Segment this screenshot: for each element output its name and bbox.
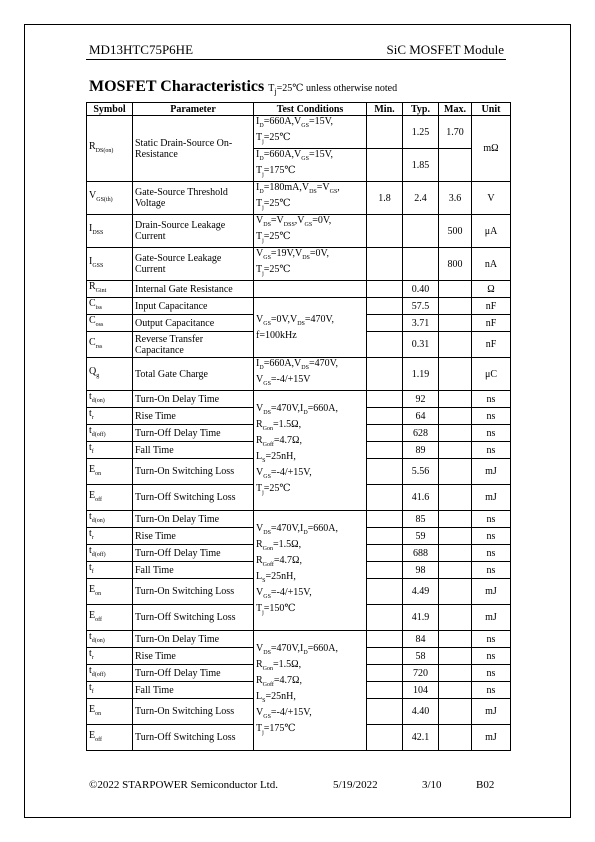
- footer-revision: B02: [476, 779, 495, 791]
- typ-cell: 98: [403, 562, 439, 579]
- min-cell: [367, 631, 403, 648]
- min-cell: [367, 682, 403, 699]
- section-title-condition: $T_j=25℃$ unless otherwise noted: [268, 83, 398, 96]
- max-cell: [439, 149, 472, 182]
- section-title-main: MOSFET Characteristics: [89, 78, 265, 95]
- symbol-cell: $I_{GSS}$: [87, 248, 133, 281]
- max-cell: [439, 485, 472, 511]
- unit-cell: ns: [472, 682, 511, 699]
- symbol-cell: $C_{iss}$: [87, 298, 133, 315]
- min-cell: [367, 442, 403, 459]
- unit-cell: mJ: [472, 725, 511, 751]
- max-cell: [439, 545, 472, 562]
- footer-copyright: ©2022 STARPOWER Semiconductor Ltd.: [89, 779, 278, 791]
- parameter-cell: Rise Time: [133, 528, 254, 545]
- table-row: [87, 248, 511, 281]
- table-body: [87, 116, 511, 751]
- parameter-cell: Turn-On Delay Time: [133, 391, 254, 408]
- test-conditions-cell: $I_D=660A,V_{GS}=15V$, $T_j=175℃$: [254, 149, 367, 182]
- unit-cell: ns: [472, 425, 511, 442]
- header-rule: [86, 59, 506, 60]
- table-row: [87, 391, 511, 408]
- footer-date: 5/19/2022: [333, 779, 378, 791]
- unit-cell: V: [472, 182, 511, 215]
- parameter-cell: Turn-On Delay Time: [133, 631, 254, 648]
- table-row: [87, 116, 511, 149]
- unit-cell: nF: [472, 332, 511, 358]
- symbol-cell: $R_{DS(on)}$: [87, 116, 133, 182]
- min-cell: [367, 298, 403, 315]
- parameter-cell: Reverse Transfer Capacitance: [133, 332, 254, 358]
- unit-cell: ns: [472, 665, 511, 682]
- parameter-cell: Fall Time: [133, 442, 254, 459]
- parameter-cell: Turn-Off Switching Loss: [133, 725, 254, 751]
- typ-cell: 57.5: [403, 298, 439, 315]
- min-cell: [367, 459, 403, 485]
- typ-cell: 688: [403, 545, 439, 562]
- test-conditions-cell: $V_{DS}=470V,I_D=660A$, $R_{Gon}=1.5\Omega$, $R_{Goff}=4.7\Omega$, $L_S=25nH$, $V_{GS}=-4/+15V$, $T_j=25℃$: [254, 391, 367, 511]
- min-cell: [367, 116, 403, 149]
- symbol-cell: $t_f$: [87, 562, 133, 579]
- typ-cell: 42.1: [403, 725, 439, 751]
- max-cell: [439, 408, 472, 425]
- typ-cell: 85: [403, 511, 439, 528]
- min-cell: [367, 215, 403, 248]
- typ-cell: 2.4: [403, 182, 439, 215]
- typ-cell: 628: [403, 425, 439, 442]
- symbol-cell: $E_{off}$: [87, 605, 133, 631]
- max-cell: [439, 425, 472, 442]
- min-cell: [367, 579, 403, 605]
- typ-cell: 104: [403, 682, 439, 699]
- col-header-test-conditions: Test Conditions: [254, 103, 367, 116]
- symbol-cell: $t_{d(on)}$: [87, 511, 133, 528]
- symbol-cell: $C_{oss}$: [87, 315, 133, 332]
- symbol-cell: $t_r$: [87, 408, 133, 425]
- symbol-cell: $E_{on}$: [87, 699, 133, 725]
- table-row: [87, 182, 511, 215]
- test-conditions-cell: $V_{DS}=470V,I_D=660A$, $R_{Gon}=1.5\Omega$, $R_{Goff}=4.7\Omega$, $L_S=25nH$, $V_{GS}=-4/+15V$, $T_j=150℃$: [254, 511, 367, 631]
- unit-cell: mJ: [472, 699, 511, 725]
- min-cell: [367, 648, 403, 665]
- min-cell: 1.8: [367, 182, 403, 215]
- unit-cell: ns: [472, 528, 511, 545]
- table-header-row: [87, 103, 511, 116]
- min-cell: [367, 545, 403, 562]
- parameter-cell: Internal Gate Resistance: [133, 281, 254, 298]
- parameter-cell: Turn-On Switching Loss: [133, 579, 254, 605]
- test-conditions-cell: $I_D=660A,V_{GS}=15V$, $T_j=25℃$: [254, 116, 367, 149]
- min-cell: [367, 725, 403, 751]
- typ-cell: 720: [403, 665, 439, 682]
- max-cell: [439, 699, 472, 725]
- symbol-cell: $R_{Gint}$: [87, 281, 133, 298]
- parameter-cell: Fall Time: [133, 562, 254, 579]
- max-cell: [439, 459, 472, 485]
- max-cell: [439, 332, 472, 358]
- parameter-cell: Turn-Off Switching Loss: [133, 485, 254, 511]
- parameter-cell: Rise Time: [133, 408, 254, 425]
- min-cell: [367, 332, 403, 358]
- col-header-parameter: Parameter: [133, 103, 254, 116]
- typ-cell: 5.56: [403, 459, 439, 485]
- min-cell: [367, 665, 403, 682]
- test-conditions-cell: $V_{GS}=0V,V_{DS}=470V$, f=100kHz: [254, 298, 367, 358]
- symbol-cell: $t_f$: [87, 442, 133, 459]
- test-conditions-cell: $I_D=660A,V_{DS}=470V$, $V_{GS}=-4/+15V$: [254, 358, 367, 391]
- header-product-type: SiC MOSFET Module: [386, 42, 504, 57]
- parameter-cell: Turn-On Delay Time: [133, 511, 254, 528]
- min-cell: [367, 485, 403, 511]
- table-row: [87, 358, 511, 391]
- unit-cell: ns: [472, 648, 511, 665]
- unit-cell: ns: [472, 408, 511, 425]
- min-cell: [367, 315, 403, 332]
- parameter-cell: Input Capacitance: [133, 298, 254, 315]
- header-part-number: MD13HTC75P6HE: [89, 42, 194, 57]
- max-cell: [439, 281, 472, 298]
- typ-cell: [403, 248, 439, 281]
- parameter-cell: Turn-On Switching Loss: [133, 459, 254, 485]
- unit-cell: nF: [472, 298, 511, 315]
- test-conditions-cell: $V_{GS}=19V,V_{DS}=0V$, $T_j=25℃$: [254, 248, 367, 281]
- symbol-cell: $t_{d(off)}$: [87, 665, 133, 682]
- symbol-cell: $t_r$: [87, 528, 133, 545]
- min-cell: [367, 358, 403, 391]
- symbol-cell: $t_{d(on)}$: [87, 631, 133, 648]
- typ-cell: 0.40: [403, 281, 439, 298]
- col-header-symbol: Symbol: [87, 103, 133, 116]
- unit-cell: μC: [472, 358, 511, 391]
- parameter-cell: Static Drain-Source On-Resistance: [133, 116, 254, 182]
- parameter-cell: Turn-On Switching Loss: [133, 699, 254, 725]
- max-cell: 3.6: [439, 182, 472, 215]
- parameter-cell: Gate-Source Threshold Voltage: [133, 182, 254, 215]
- test-conditions-cell: $V_{DS}=V_{DSS},V_{GS}=0V$, $T_j=25℃$: [254, 215, 367, 248]
- symbol-cell: $t_{d(on)}$: [87, 391, 133, 408]
- unit-cell: ns: [472, 562, 511, 579]
- typ-cell: 3.71: [403, 315, 439, 332]
- typ-cell: 1.85: [403, 149, 439, 182]
- min-cell: [367, 562, 403, 579]
- unit-cell: nF: [472, 315, 511, 332]
- symbol-cell: $C_{rss}$: [87, 332, 133, 358]
- max-cell: [439, 528, 472, 545]
- max-cell: [439, 605, 472, 631]
- symbol-cell: $Q_g$: [87, 358, 133, 391]
- min-cell: [367, 425, 403, 442]
- symbol-cell: $V_{GS(th)}$: [87, 182, 133, 215]
- max-cell: [439, 315, 472, 332]
- parameter-cell: Gate-Source Leakage Current: [133, 248, 254, 281]
- max-cell: [439, 579, 472, 605]
- max-cell: [439, 665, 472, 682]
- unit-cell: ns: [472, 631, 511, 648]
- unit-cell: μA: [472, 215, 511, 248]
- symbol-cell: $E_{off}$: [87, 485, 133, 511]
- typ-cell: 89: [403, 442, 439, 459]
- parameter-cell: Turn-Off Delay Time: [133, 545, 254, 562]
- symbol-cell: $t_r$: [87, 648, 133, 665]
- table-row: [87, 511, 511, 528]
- max-cell: [439, 562, 472, 579]
- typ-cell: 64: [403, 408, 439, 425]
- unit-cell: ns: [472, 391, 511, 408]
- typ-cell: 59: [403, 528, 439, 545]
- parameter-cell: Turn-Off Delay Time: [133, 425, 254, 442]
- max-cell: [439, 358, 472, 391]
- col-header-unit: Unit: [472, 103, 511, 116]
- test-conditions-cell: $I_D=180mA,V_{DS}=V_{GS}$, $T_j=25℃$: [254, 182, 367, 215]
- max-cell: [439, 391, 472, 408]
- table-row: [87, 631, 511, 648]
- unit-cell: mΩ: [472, 116, 511, 182]
- max-cell: [439, 298, 472, 315]
- typ-cell: 92: [403, 391, 439, 408]
- typ-cell: 0.31: [403, 332, 439, 358]
- unit-cell: mJ: [472, 579, 511, 605]
- table-row: [87, 298, 511, 315]
- min-cell: [367, 605, 403, 631]
- unit-cell: ns: [472, 545, 511, 562]
- unit-cell: nA: [472, 248, 511, 281]
- col-header-min: Min.: [367, 103, 403, 116]
- min-cell: [367, 528, 403, 545]
- table-row: [87, 215, 511, 248]
- unit-cell: mJ: [472, 485, 511, 511]
- min-cell: [367, 511, 403, 528]
- section-title: [89, 78, 397, 96]
- parameter-cell: Fall Time: [133, 682, 254, 699]
- typ-cell: 84: [403, 631, 439, 648]
- symbol-cell: $E_{off}$: [87, 725, 133, 751]
- parameter-cell: Turn-Off Delay Time: [133, 665, 254, 682]
- col-header-max: Max.: [439, 103, 472, 116]
- unit-cell: mJ: [472, 605, 511, 631]
- mosfet-characteristics-table: [86, 102, 511, 751]
- max-cell: 500: [439, 215, 472, 248]
- parameter-cell: Rise Time: [133, 648, 254, 665]
- typ-cell: 58: [403, 648, 439, 665]
- footer-page-number: 3/10: [422, 779, 442, 791]
- max-cell: [439, 648, 472, 665]
- typ-cell: 1.19: [403, 358, 439, 391]
- table-row: [87, 281, 511, 298]
- test-conditions-cell: [254, 281, 367, 298]
- symbol-cell: $t_{d(off)}$: [87, 545, 133, 562]
- max-cell: [439, 442, 472, 459]
- min-cell: [367, 248, 403, 281]
- parameter-cell: Output Capacitance: [133, 315, 254, 332]
- parameter-cell: Total Gate Charge: [133, 358, 254, 391]
- unit-cell: ns: [472, 511, 511, 528]
- min-cell: [367, 391, 403, 408]
- typ-cell: 1.25: [403, 116, 439, 149]
- symbol-cell: $E_{on}$: [87, 579, 133, 605]
- symbol-cell: $t_f$: [87, 682, 133, 699]
- unit-cell: mJ: [472, 459, 511, 485]
- typ-cell: 4.49: [403, 579, 439, 605]
- col-header-typ: Typ.: [403, 103, 439, 116]
- min-cell: [367, 408, 403, 425]
- min-cell: [367, 699, 403, 725]
- test-conditions-cell: $V_{DS}=470V,I_D=660A$, $R_{Gon}=1.5\Omega$, $R_{Goff}=4.7\Omega$, $L_S=25nH$, $V_{GS}=-4/+15V$, $T_j=175℃$: [254, 631, 367, 751]
- typ-cell: 41.6: [403, 485, 439, 511]
- symbol-cell: $E_{on}$: [87, 459, 133, 485]
- symbol-cell: $I_{DSS}$: [87, 215, 133, 248]
- typ-cell: 41.9: [403, 605, 439, 631]
- unit-cell: ns: [472, 442, 511, 459]
- unit-cell: Ω: [472, 281, 511, 298]
- parameter-cell: Turn-Off Switching Loss: [133, 605, 254, 631]
- max-cell: [439, 682, 472, 699]
- max-cell: 800: [439, 248, 472, 281]
- max-cell: [439, 631, 472, 648]
- parameter-cell: Drain-Source Leakage Current: [133, 215, 254, 248]
- max-cell: [439, 725, 472, 751]
- typ-cell: 4.40: [403, 699, 439, 725]
- min-cell: [367, 149, 403, 182]
- symbol-cell: $t_{d(off)}$: [87, 425, 133, 442]
- typ-cell: [403, 215, 439, 248]
- max-cell: [439, 511, 472, 528]
- max-cell: 1.70: [439, 116, 472, 149]
- min-cell: [367, 281, 403, 298]
